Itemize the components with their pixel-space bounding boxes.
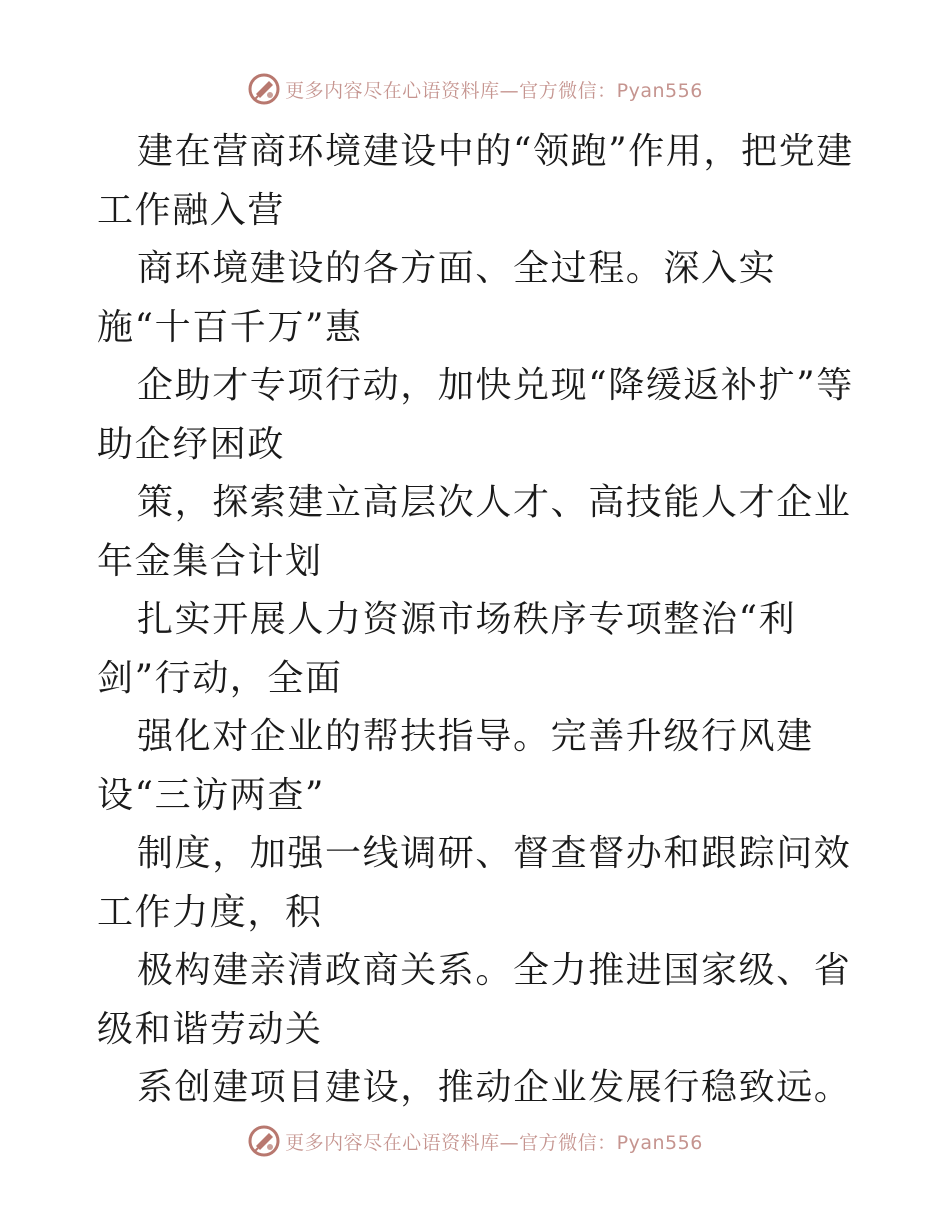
paragraph: 建在营商环境建设中的“领跑”作用，把党建工作融入营 (97, 131, 854, 231)
logo-icon (247, 72, 281, 106)
footer-watermark (0, 1124, 950, 1158)
paragraph: 扎实开展人力资源市场秩序专项整治“利剑”行动，全面 (97, 599, 797, 699)
paragraph: 系创建项目建设，推动企业发展行稳致远。 (137, 1067, 852, 1108)
logo-icon (247, 1124, 281, 1158)
watermark-text: 更多内容尽在心语资料库—官方微信：Pyan556 (285, 79, 703, 102)
document-body (97, 123, 867, 1118)
header-watermark (0, 72, 950, 106)
paragraph: 企助才专项行动，加快兑现“降缓返补扩”等助企纾困政 (97, 365, 854, 465)
paragraph: 制度，加强一线调研、督查督办和跟踪问效工作力度，积 (97, 833, 852, 933)
paragraph: 商环境建设的各方面、全过程。深入实施“十百千万”惠 (97, 248, 777, 348)
paragraph: 极构建亲清政商关系。全力推进国家级、省级和谐劳动关 (97, 950, 852, 1050)
paragraph: 强化对企业的帮扶指导。完善升级行风建设“三访两查” (97, 716, 814, 816)
paragraph: 策，探索建立高层次人才、高技能人才企业年金集合计划 (97, 482, 852, 582)
watermark-text: 更多内容尽在心语资料库—官方微信：Pyan556 (285, 1131, 703, 1154)
